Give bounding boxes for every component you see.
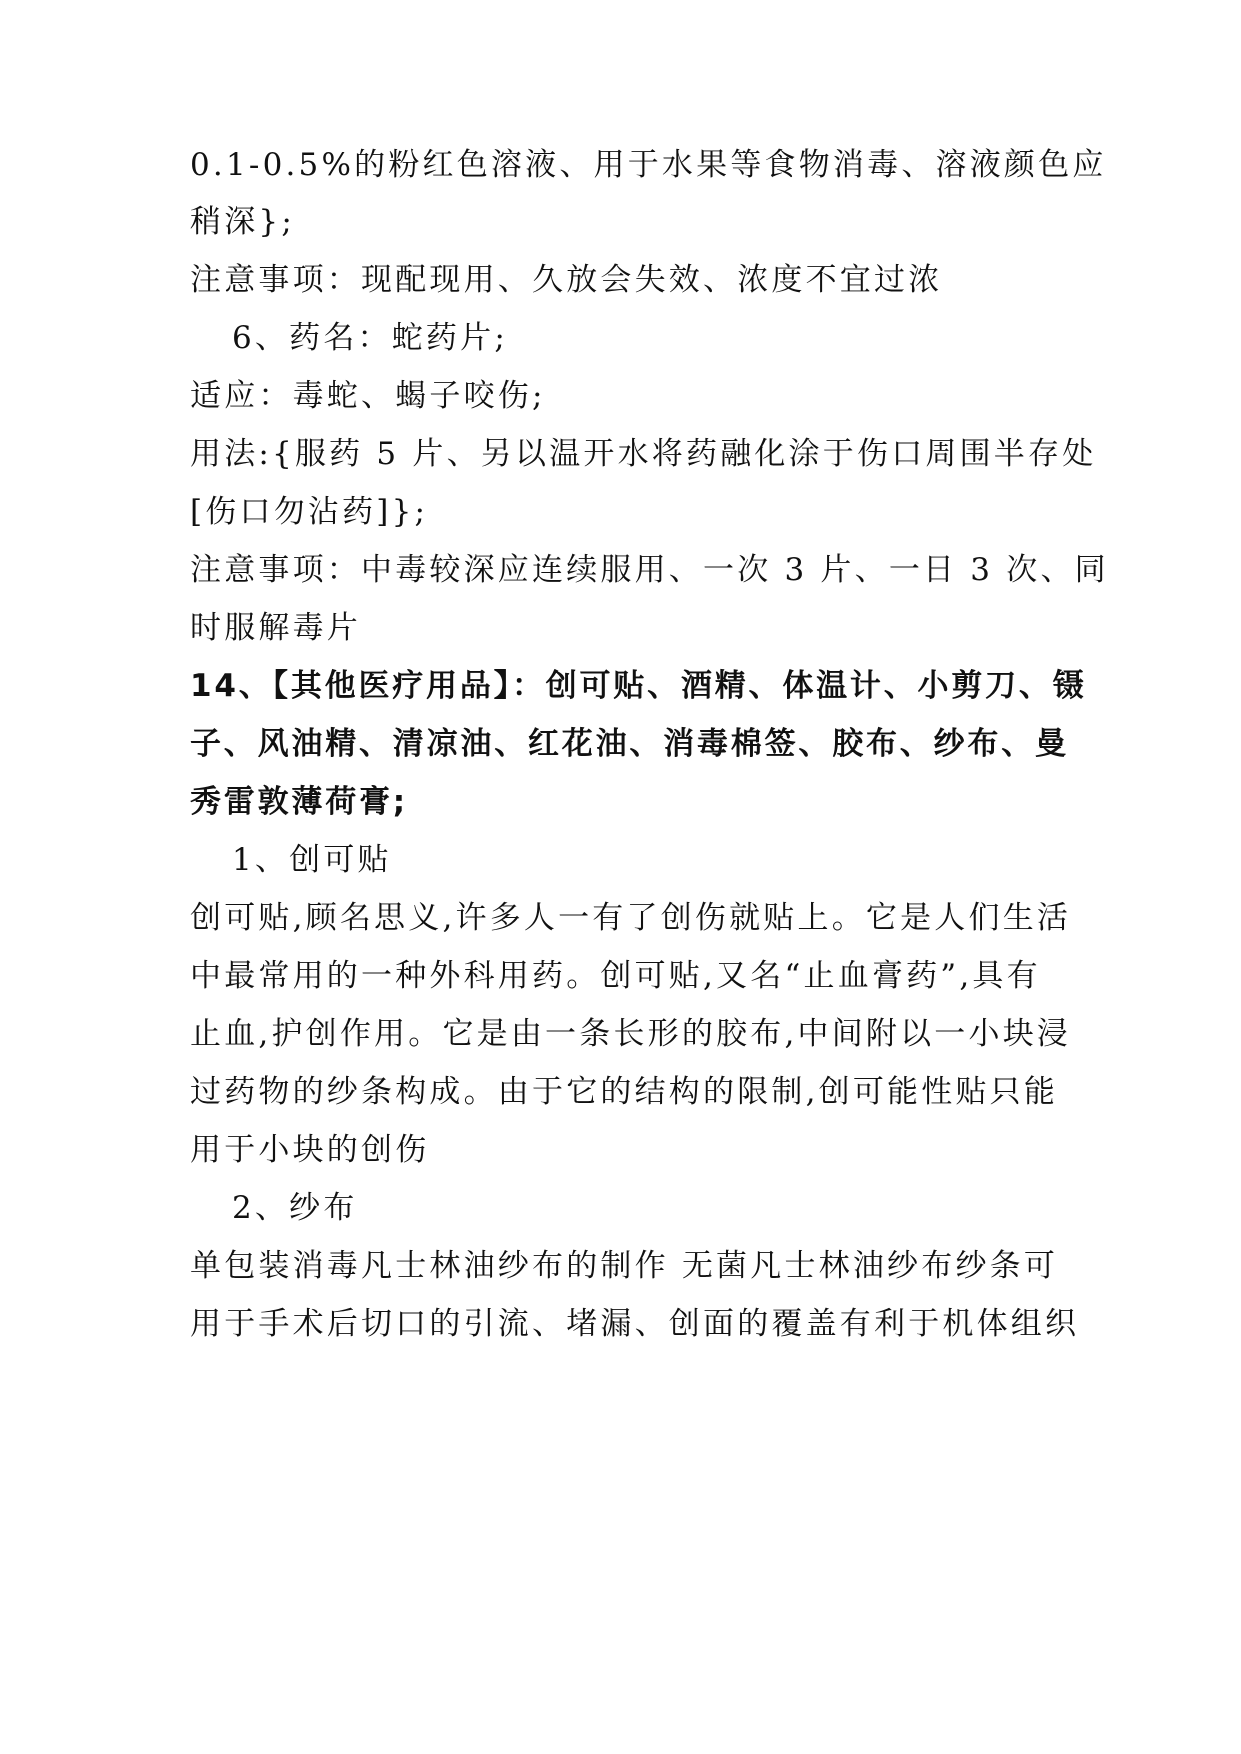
- list-item-heading: 2、纱布: [232, 1190, 358, 1226]
- text-line: 时服解毒片: [190, 610, 361, 646]
- section-heading: 子、风油精、清凉油、红花油、消毒棉签、胶布、纱布、曼: [190, 726, 1069, 762]
- text-line: 稍深};: [190, 204, 295, 240]
- text-line: 创可贴,顾名思义,许多人一有了创伤就贴上。它是人们生活: [190, 900, 1072, 936]
- text-line: 注意事项：现配现用、久放会失效、浓度不宜过浓: [190, 262, 943, 298]
- section-heading: 秀雷敦薄荷膏;: [190, 784, 408, 820]
- text-line: 用法:{服药 5 片、另以温开水将药融化涂于伤口周围半存处: [190, 436, 1097, 472]
- text-line: 止血,护创作用。它是由一条长形的胶布,中间附以一小块浸: [190, 1016, 1072, 1052]
- text-line: 适应：毒蛇、蝎子咬伤;: [190, 378, 546, 414]
- list-item-heading: 1、创可贴: [232, 842, 392, 878]
- text-line: 单包装消毒凡士林油纱布的制作 无菌凡士林油纱布纱条可: [190, 1248, 1059, 1284]
- text-line: 0.1-0.5%的粉红色溶液、用于水果等食物消毒、溶液颜色应: [190, 147, 1107, 183]
- text-line: 中最常用的一种外科用药。创可贴,又名“止血膏药”,具有: [190, 958, 1041, 994]
- text-line: 过药物的纱条构成。由于它的结构的限制,创可能性贴只能: [190, 1074, 1059, 1110]
- text-line: 用于小块的创伤: [190, 1132, 430, 1168]
- text-line: [伤口勿沾药]};: [190, 494, 429, 530]
- section-heading: 14、【其他医疗用品】：创可贴、酒精、体温计、小剪刀、镊: [190, 668, 1087, 704]
- text-line: 用于手术后切口的引流、堵漏、创面的覆盖有利于机体组织: [190, 1306, 1080, 1342]
- text-line: 注意事项：中毒较深应连续服用、一次 3 片、一日 3 次、同: [190, 552, 1109, 588]
- list-item-heading: 6、药名：蛇药片;: [232, 320, 508, 356]
